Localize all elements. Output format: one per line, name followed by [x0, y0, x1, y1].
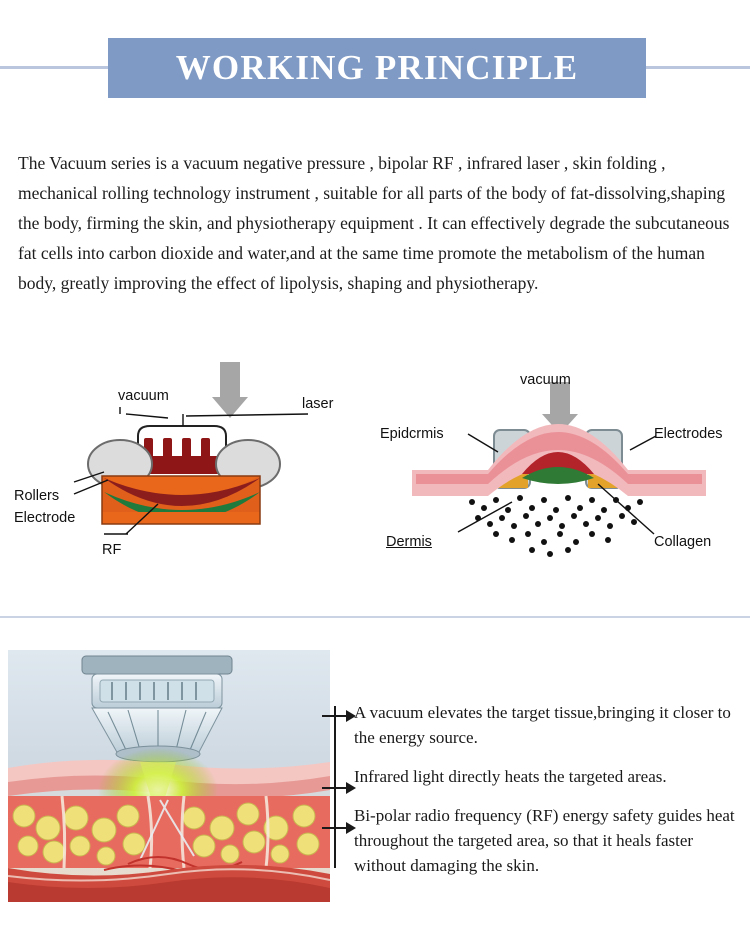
- diagram-vacuum-rollers: [8, 352, 368, 612]
- label-dermis: Dermis: [386, 534, 432, 550]
- label-electrode: Electrode: [14, 510, 76, 526]
- treatment-illustration-graphic: [8, 650, 330, 902]
- bottom-section: [0, 640, 750, 920]
- benefit-list: [350, 700, 742, 878]
- list-item: A vacuum elevates the target tissue,bringing it closer to the energy source.: [354, 703, 731, 747]
- label-vacuum-right: vacuum: [520, 372, 571, 388]
- label-vacuum-left: vacuum: [118, 388, 169, 404]
- page-title: WORKING PRINCIPLE: [175, 48, 579, 87]
- label-rf: RF: [102, 542, 122, 558]
- diagram-left-graphic: [8, 352, 368, 612]
- label-collagen: Collagen: [654, 534, 712, 550]
- treatment-illustration: [8, 650, 330, 902]
- intro-paragraph: The Vacuum series is a vacuum negative pressure , bipolar RF , infrared laser , skin folding , mechanical rolling technology instrument , suitable for all parts of the body of fat-dissolving,shaping the body, firming the skin, and physiotherapy equipment . It can effectively degrade the subcutaneous fat cells into carbon dioxide and water,and at the same time promote the metabolism of the human body, greatly improving the effect of lipolysis, shaping and physiotherapy.: [18, 153, 730, 293]
- label-electrodes: Electrodes: [654, 426, 723, 442]
- list-item: Bi-polar radio frequency (RF) energy safety guides heat throughout the targeted area, so that it heals faster without damaging the skin.: [354, 806, 735, 875]
- diagram-section: [0, 352, 750, 614]
- page-header: [0, 38, 750, 100]
- diagram-skin-layers: [372, 352, 746, 612]
- label-laser: laser: [302, 396, 334, 412]
- diagram-right-graphic: [372, 352, 746, 612]
- section-divider: [0, 616, 750, 618]
- list-item: Infrared light directly heats the targeted areas.: [354, 767, 667, 786]
- label-rollers: Rollers: [14, 488, 60, 504]
- label-epidermis: Epidcrmis: [380, 426, 444, 442]
- title-banner: [108, 38, 646, 98]
